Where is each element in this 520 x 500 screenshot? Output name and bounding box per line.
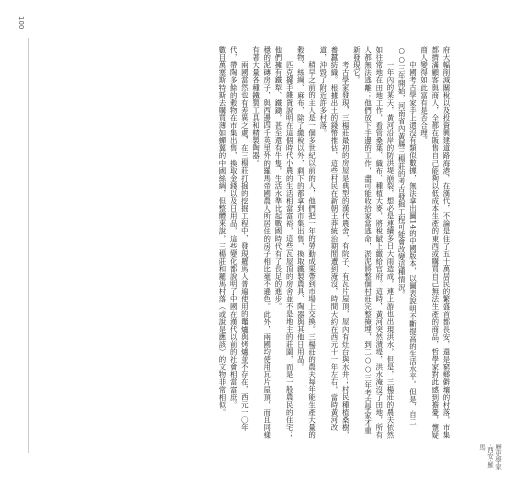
paragraph: 匹克擺手雜貨說明在這個時代小農的生活相當富裕，這些瓦屋頂的房舍並不是地主的莊園，而是一般農民的住宅；他們擁有鐵犁、鐵鋤，甚至還有牛隻，生活水準比起戰國時代有了長足的進步。 (273, 46, 295, 439)
page-number: 100 (17, 16, 25, 30)
paragraph: 稍早之前的主人是一個多世紀以前的人，他們把一年的勞動成果帶到市場上交換。三楊莊的農夫每年能生產大量的穀物、絲綢、麻布，除了繳稅以外，剩下的都拿到市集出售，換取鐵製農具、陶器與其他日用品。 (296, 46, 317, 439)
paragraph: 中國考古學家手上還沒有類似數據，無法拿出圖14的中國版本，以圖表說明不斷提高的生活水平。但是，自二○○三年開始，河南省內黃縣三楊莊的考古發掘工程可能會改變這種情況。 (397, 46, 418, 426)
page-rule (28, 38, 29, 453)
paragraph: 穩的泥磚房子，與西邊四千英里外的羅馬帝國農人所居住的房子相比毫不遜色。此外，兩國均使用瓦片屋頂，而且同樣有著大量各種鐵製工具和精製陶器。 (251, 46, 272, 439)
paragraph: 數目萬塞斯特斯去購買薄如蟬翼的中國絲綢，但整體來說，三楊莊和羅馬村落（或說是應該）的文物非常相似。 (217, 46, 227, 416)
body-text (42, 46, 452, 441)
paragraph: 一年內的某天，黃河沿岸的防洪堤崩裂，想必是連續多日大雨造成，連上游也出現洪水，但是，三楊莊的農夫依然如往常地在田地工作，看管桑葉、織布、種植大麥，將稅賦上繳給官府。這時，黃河突然潰堤，洪水淹沒了田地，所有人都無法逃離；他們放下手邊的工作，盡可能收拾家當逃命，淤泥將整個村莊完整掩埋，到二○○三年考古學家才重新發現它。 (352, 46, 395, 439)
paragraph: 兩國當然也有差異之處，在三楊莊打掘的挖掘工程中，發現羅馬人普遍使用的竈爐與烤爐並不存在，西元一〇年代，帶陶多餘的穀物在市集出售，換取金錢以及日用品，這些變化都說明了中國在漢代以前的社會相當富庶。 (229, 46, 250, 431)
paragraph: 考古學家發現，三楊莊最初的房屋是典型的漢代農舍，有院子、有瓦片屋頂，屋內有灶台與水井；村民種植桑樹，養蠶紡織。根據出土的錢幣推估，這些村民在新朝王莽統治期間遭到淹沒，時間大約在西元十一年左右，當時黃河改道，沖毀了附近許多村落。 (318, 46, 351, 439)
paragraph: 府大幅削減關稅以及投資興建道路海港，在漢代，不論是住了五十萬居民的繁盛首都長安，還是窮鄉僻壤的村落，市集都擠滿顧客與商人，全都在販售自己能夠以低成本生產的東西或購買自己無法生產的商品，哲學家對此感到擔憂，懷疑商人變得如此富有是否合理。 (419, 46, 451, 439)
running-head: 歷史學家·西安·羅馬 (478, 444, 502, 470)
